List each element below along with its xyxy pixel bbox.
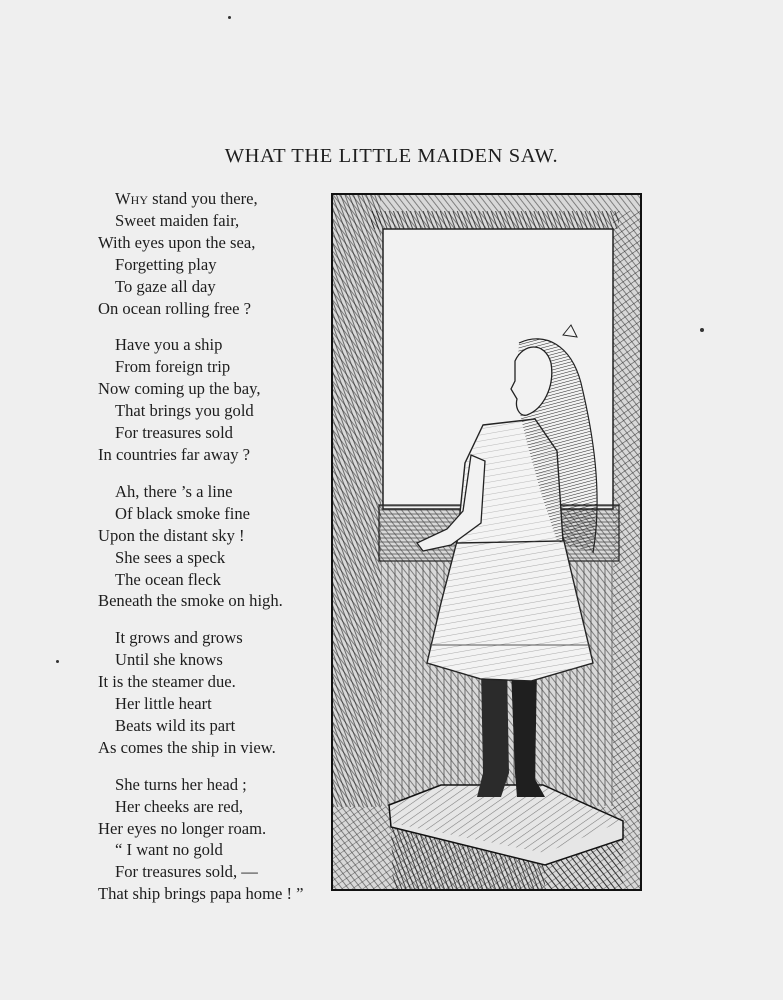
poem-line — [98, 547, 338, 569]
stanza-4 — [98, 627, 338, 758]
poem-line — [98, 737, 338, 759]
poem-line-text: For treasures sold — [115, 423, 233, 443]
poem-line-text: With eyes upon the sea, — [98, 232, 256, 252]
poem-line — [98, 503, 338, 525]
poem-line-text: It is the steamer due. — [98, 672, 236, 692]
poem-line-text: Of black smoke fine — [115, 503, 251, 523]
poem-line — [98, 590, 338, 612]
poem-line-text: Beats wild its part — [115, 715, 236, 735]
poem-line — [98, 188, 338, 210]
poem-line-text: stand you there, — [148, 189, 258, 208]
poem-line-text: Ah, there ’s a line — [115, 481, 233, 501]
poem-line-text: On ocean rolling free ? — [98, 298, 251, 318]
poem-line — [98, 481, 338, 503]
poem-line-text: To gaze all day — [115, 276, 216, 296]
poem-line — [98, 671, 338, 693]
poem-line — [98, 400, 338, 422]
poem-line-text: It grows and grows — [115, 628, 243, 648]
poem-line-text: Her eyes no longer roam. — [98, 818, 267, 838]
poem-line-text: That ship brings papa home ! ” — [98, 884, 304, 904]
poem-line — [98, 627, 338, 649]
poem-line-text: Until she knows — [115, 650, 223, 670]
poem-body — [98, 188, 338, 920]
stanza-2 — [98, 334, 338, 465]
poem-line-text: Forgetting play — [115, 254, 217, 274]
poem-line-text: As comes the ship in view. — [98, 737, 276, 757]
poem-line — [98, 693, 338, 715]
poem-line — [98, 232, 338, 254]
poem-line-text: She sees a speck — [115, 547, 226, 567]
poem-line-text: She turns her head ; — [115, 774, 247, 794]
poem-line — [98, 210, 338, 232]
poem-line — [98, 715, 338, 737]
poem-line — [98, 254, 338, 276]
speck-mark — [56, 660, 59, 663]
stanza-1 — [98, 188, 338, 319]
poem-line-text: Her cheeks are red, — [115, 796, 244, 816]
poem-line — [98, 569, 338, 591]
poem-line-text: Sweet maiden fair, — [115, 210, 240, 230]
illustration-girl-at-window — [331, 193, 642, 891]
poem-line — [98, 818, 338, 840]
poem-line-text: For treasures sold, — — [115, 862, 258, 882]
poem-line — [98, 276, 338, 298]
poem-line — [98, 649, 338, 671]
poem-line-text: From foreign trip — [115, 357, 231, 377]
poem-line — [98, 883, 338, 905]
poem-line — [98, 796, 338, 818]
poem-line — [98, 861, 338, 883]
poem-line — [98, 334, 338, 356]
poem-line — [98, 378, 338, 400]
poem-line-text: Beneath the smoke on high. — [98, 591, 283, 611]
poem-line — [98, 839, 338, 861]
poem-line-text: Upon the distant sky ! — [98, 525, 245, 545]
poem-line-text: Have you a ship — [115, 335, 223, 355]
stanza-5 — [98, 774, 338, 905]
speck-mark — [700, 328, 704, 332]
small-caps-opening: Why — [115, 189, 148, 208]
poem-line-text: “ I want no gold — [115, 840, 223, 860]
poem-line — [98, 774, 338, 796]
poem-line-text: Now coming up the bay, — [98, 379, 261, 399]
poem-line-text: Her little heart — [115, 694, 212, 714]
poem-title: WHAT THE LITTLE MAIDEN SAW. — [224, 145, 559, 167]
speck-mark — [228, 16, 231, 19]
poem-line — [98, 525, 338, 547]
poem-line-text: The ocean fleck — [115, 569, 221, 589]
poem-line-text: That brings you gold — [115, 401, 254, 421]
poem-line — [98, 356, 338, 378]
stanza-3 — [98, 481, 338, 612]
poem-line — [98, 444, 338, 466]
poem-line — [98, 422, 338, 444]
poem-line-text: In countries far away ? — [98, 444, 251, 464]
poem-line — [98, 298, 338, 320]
